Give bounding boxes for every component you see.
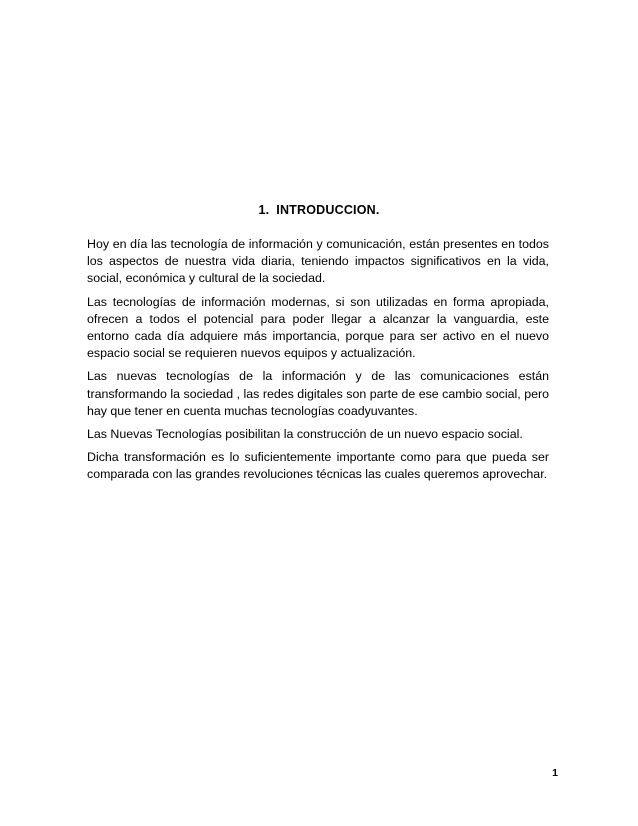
paragraph: Las nuevas tecnologías de la información y de las comunicaciones están transformando la sociedad , las redes digitales son parte de ese cambio social, pero hay que tener en cuenta muchas tecnologías coadyuvantes.	[87, 369, 549, 418]
page-number: 1	[552, 767, 558, 779]
body-text	[87, 236, 549, 490]
section-title: INTRODUCCION.	[276, 203, 380, 217]
paragraph: Dicha transformación es lo suficientemente importante como para que pueda ser comparada con las grandes revoluciones técnicas las cuales queremos aprovechar.	[87, 450, 549, 482]
paragraph: Hoy en día las tecnología de información y comunicación, están presentes en todos los aspectos de nuestra vida diaria, teniendo impactos significativos en la vida, social, económica y cultural de la sociedad.	[87, 237, 549, 286]
section-number: 1.	[258, 203, 270, 217]
paragraph: Las tecnologías de información modernas, si son utilizadas en forma apropiada, ofrecen a todos el potencial para poder llegar a alcanzar la vanguardia, este entorno cada día adquiere más importancia, porque para ser activo en el nuevo espacio social se requieren nuevos equipos y actualización.	[87, 294, 549, 361]
section-heading	[0, 203, 638, 217]
paragraph: Las Nuevas Tecnologías posibilitan la construcción de un nuevo espacio social.	[87, 427, 523, 442]
